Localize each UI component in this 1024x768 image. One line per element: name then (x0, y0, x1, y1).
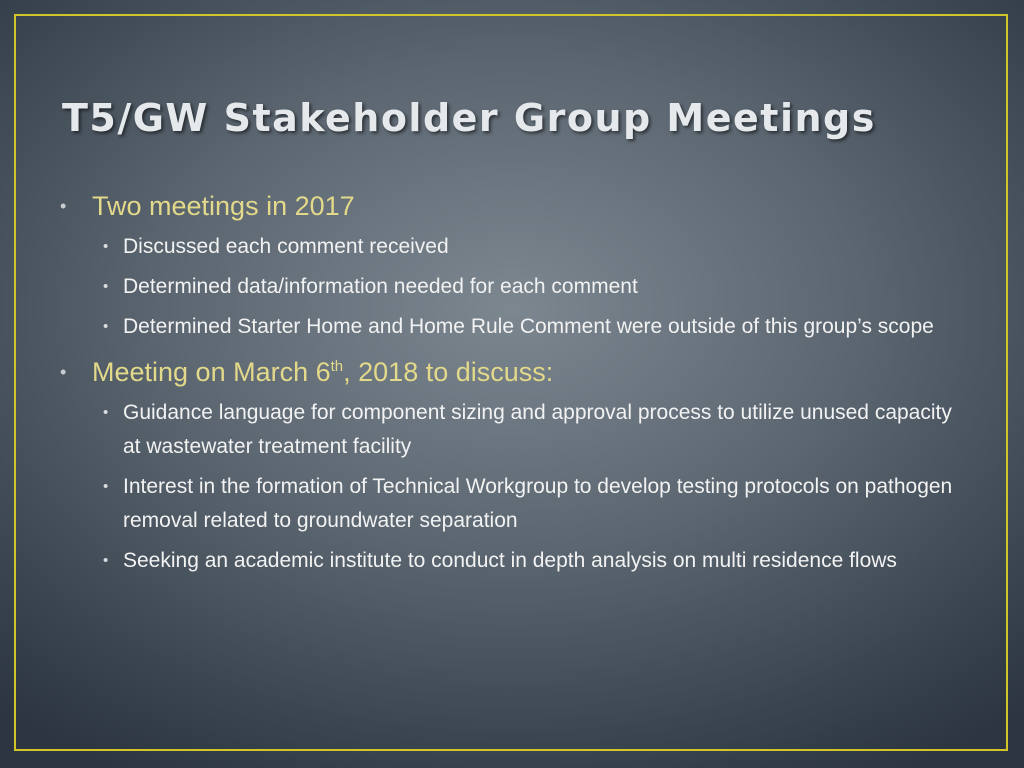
sub-bullet-dot: • (103, 404, 109, 421)
sub-bullet-dot: • (103, 552, 109, 569)
sub-bullet-text: Interest in the formation of Technical Workgroup to develop testing protocols on pathogen removal related to groundwater separation (123, 475, 953, 532)
sub-bullet-guidance (92, 396, 960, 464)
sub-bullet-scope (92, 310, 960, 344)
sub-bullet-text: Guidance language for component sizing and approval process to utilize unused capacity at wastewater treatment facility (123, 401, 952, 458)
sub-bullet-dot: • (103, 238, 109, 255)
bullet-dot: • (60, 196, 67, 216)
bullet-two-meetings (60, 188, 960, 224)
bullet-meeting-march (60, 354, 960, 390)
sub-bullet-text: Discussed each comment received (123, 235, 449, 258)
bullet-text-before: Meeting on March 6 (92, 357, 331, 387)
slide-title: T5/GW Stakeholder Group Meetings (62, 96, 876, 140)
sub-bullet-text: Determined Starter Home and Home Rule Comment were outside of this group’s scope (123, 315, 934, 338)
bullet-text: Two meetings in 2017 (92, 191, 355, 221)
sub-bullet-academic (92, 544, 960, 578)
sub-bullet-text: Seeking an academic institute to conduct in depth analysis on multi residence flows (123, 549, 897, 572)
sub-bullet-text: Determined data/information needed for each comment (123, 275, 638, 298)
bullet-text-after: , 2018 to discuss: (343, 357, 554, 387)
sub-bullet-discussed (92, 230, 960, 264)
sub-bullet-workgroup (92, 470, 960, 538)
sub-bullet-dot: • (103, 318, 109, 335)
sub-bullet-data-needed (92, 270, 960, 304)
bullet-dot: • (60, 362, 67, 382)
sub-bullet-dot: • (103, 478, 109, 495)
bullet-superscript: th (330, 358, 344, 375)
slide-content (60, 188, 960, 578)
sub-bullet-dot: • (103, 278, 109, 295)
